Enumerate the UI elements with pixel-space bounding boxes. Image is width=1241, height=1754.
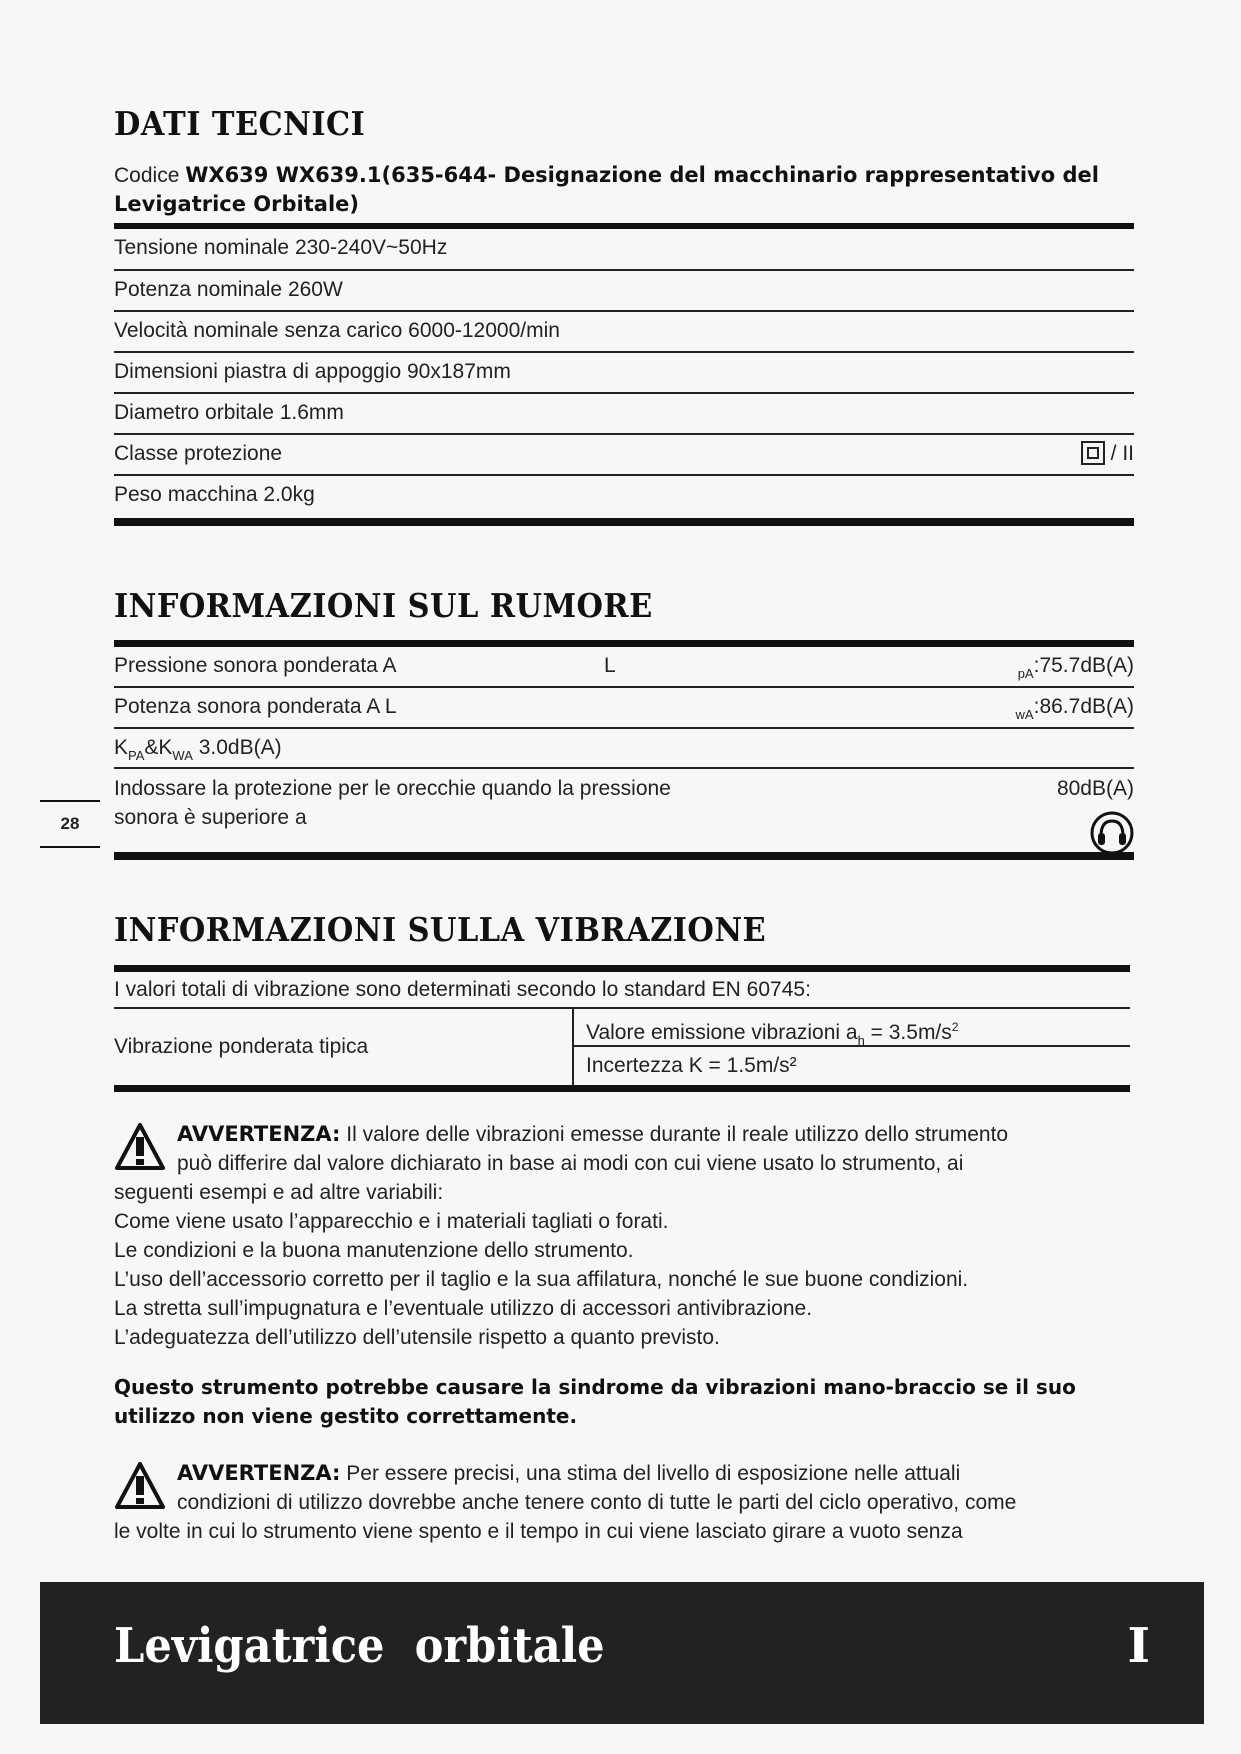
row-label: Pressione sonora ponderata A xyxy=(114,654,397,677)
warning-2-line: le volte in cui lo strumento viene spento e il tempo in cui viene lasciato girare a vuoto senza xyxy=(114,1520,963,1543)
warning-1-line: seguenti esempi e ad altre variabili: xyxy=(114,1181,444,1204)
warning-label: AVVERTENZA: xyxy=(177,1461,341,1485)
rule xyxy=(114,965,1130,972)
table-row xyxy=(114,312,1134,353)
sup: 2 xyxy=(951,1020,959,1034)
row-value: 80dB(A) xyxy=(1056,777,1134,800)
k: K xyxy=(114,736,129,759)
k2: &K xyxy=(144,736,173,759)
sub: h xyxy=(857,1033,865,1048)
warning-2-line: condizioni di utilizzo dovrebbe anche tenere conto di tutte le parti del ciclo operativo, come xyxy=(177,1491,1017,1514)
vibration-table xyxy=(114,965,1130,1092)
footer-title: Levigatrice orbitale xyxy=(114,1618,605,1674)
line: sonora è superiore a xyxy=(114,806,307,829)
list-item: La stretta sull’impugnatura e l’eventuale utilizzo di accessori antivibrazione. xyxy=(114,1297,813,1320)
ear-protection-text xyxy=(114,774,671,832)
table-row xyxy=(114,729,1134,769)
double-insulation-icon xyxy=(1081,441,1105,465)
rule xyxy=(114,518,1134,526)
row-mid: L xyxy=(604,654,616,677)
emission-value: = 3.5m/s xyxy=(864,1021,952,1044)
table-row xyxy=(114,435,1134,476)
warning-triangle-icon xyxy=(114,1122,166,1172)
typical-cell xyxy=(114,1009,574,1085)
warning-label: AVVERTENZA: xyxy=(177,1122,341,1146)
table-row xyxy=(114,353,1134,394)
rule xyxy=(114,1085,1130,1092)
noise-section xyxy=(114,586,1134,625)
line: Indossare la protezione per le orecchie quando la pressione xyxy=(114,777,671,800)
warning-1-line xyxy=(114,1120,1134,1149)
bold-note xyxy=(114,1373,1134,1431)
list-item: L’adeguatezza dell’utilizzo dell’utensile rispetto a quanto previsto. xyxy=(114,1326,720,1349)
sub: wA xyxy=(1015,707,1034,722)
warning-text: Il valore delle vibrazioni emesse durante il reale utilizzo dello strumento xyxy=(340,1123,1009,1146)
list-item: Le condizioni e la buona manutenzione dello strumento. xyxy=(114,1239,634,1262)
emission-prefix: Valore emissione vibrazioni a xyxy=(586,1021,858,1044)
table-row xyxy=(114,769,1134,852)
bold-note-line: utilizzo non viene gestito correttamente. xyxy=(114,1404,578,1428)
uncertainty-cell xyxy=(574,1047,1130,1085)
protection-class xyxy=(1081,435,1134,472)
warning-2-line xyxy=(114,1459,1134,1488)
ear-protection-icon xyxy=(1090,811,1134,855)
table-row xyxy=(114,271,1134,312)
noise-title: INFORMAZIONI SUL RUMORE xyxy=(114,586,653,625)
list-item: Come viene usato l’apparecchio e i materiali tagliati o forati. xyxy=(114,1210,669,1233)
tech-title: DATI TECNICI xyxy=(114,104,366,143)
code-bold: WX639 WX639.1(635-644- Designazione del macchinario rappresentativo del Levigatrice Orbitale) xyxy=(114,163,1099,216)
table-row xyxy=(114,972,1130,1009)
tech-code xyxy=(114,161,1134,219)
row-value xyxy=(1016,688,1134,733)
code-prefix: Codice xyxy=(114,164,180,187)
rule xyxy=(114,640,1134,647)
sub: pA xyxy=(1017,666,1034,681)
row-label: Velocità nominale senza carico 6000-12000/min xyxy=(114,319,560,342)
table-row xyxy=(114,647,1134,688)
list-item: L’uso dell’accessorio corretto per il taglio e la sua affilatura, nonché le sue buone condizioni. xyxy=(114,1268,969,1291)
warning-1 xyxy=(114,1120,1134,1352)
table-row xyxy=(114,229,1134,271)
warning-1-line: può differire dal valore dichiarato in base ai modi con cui viene usato lo strumento, ai xyxy=(177,1152,964,1175)
value: :75.7dB(A) xyxy=(1033,654,1134,677)
row-label: Peso macchina 2.0kg xyxy=(114,483,315,506)
typical-label: Vibrazione ponderata tipica xyxy=(114,1035,369,1058)
row-label: Potenza sonora ponderata A L xyxy=(114,695,397,718)
sub: PA xyxy=(128,748,145,763)
tech-table xyxy=(114,223,1134,526)
page-number: 28 xyxy=(40,800,100,848)
table-row xyxy=(114,476,1134,518)
row-label: Classe protezione xyxy=(114,442,283,465)
warning-text: Per essere precisi, una stima del livello di esposizione nelle attuali xyxy=(340,1462,961,1485)
footer-language: I xyxy=(1127,1618,1150,1674)
sub: WA xyxy=(172,748,193,763)
table-row xyxy=(114,688,1134,729)
value: :86.7dB(A) xyxy=(1033,695,1134,718)
row-label: Tensione nominale 230-240V~50Hz xyxy=(114,236,448,259)
vibration-title: INFORMAZIONI SULLA VIBRAZIONE xyxy=(114,910,767,949)
row-label: Diametro orbitale 1.6mm xyxy=(114,401,344,424)
table-row xyxy=(114,394,1134,435)
noise-table xyxy=(114,640,1134,860)
emission-cell xyxy=(574,1009,1130,1047)
row-value xyxy=(1018,647,1134,692)
warning-2 xyxy=(114,1459,1134,1546)
uncertainty: Incertezza K = 1.5m/s² xyxy=(586,1054,797,1077)
warning-triangle-icon xyxy=(114,1461,166,1511)
protection-class-value: / II xyxy=(1110,442,1134,465)
row-label: I valori totali di vibrazione sono determinati secondo lo standard EN 60745: xyxy=(114,978,811,1001)
row-label xyxy=(114,729,282,774)
tech-section xyxy=(114,104,1134,219)
row-label: Potenza nominale 260W xyxy=(114,278,343,301)
rule xyxy=(114,852,1134,860)
bold-note-line: Questo strumento potrebbe causare la sindrome da vibrazioni mano-braccio se il suo xyxy=(114,1375,1076,1399)
value: 3.0dB(A) xyxy=(192,736,282,759)
vibration-section xyxy=(114,910,1134,949)
row-label: Dimensioni piastra di appoggio 90x187mm xyxy=(114,360,511,383)
vibration-grid xyxy=(114,1009,1130,1085)
footer-bar xyxy=(40,1582,1204,1724)
